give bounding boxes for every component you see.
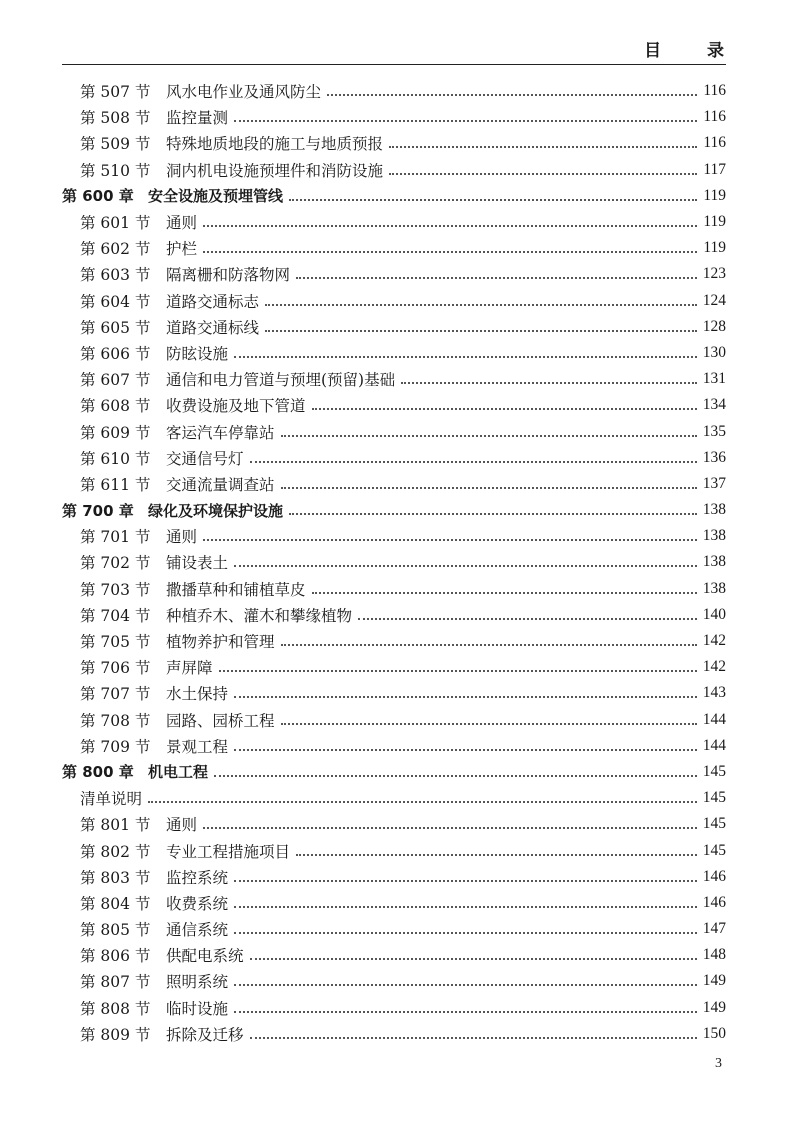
toc-entry-number: 第 701 节 — [80, 528, 151, 547]
toc-dot-leader — [250, 958, 697, 960]
toc-entry-page: 140 — [702, 605, 726, 623]
page-header-title: 目 录 — [644, 41, 744, 61]
toc-entry-number: 第 803 节 — [80, 868, 151, 887]
toc-entry-page: 119 — [703, 213, 726, 231]
toc-section-entry[interactable] — [62, 445, 726, 471]
toc-section-entry[interactable] — [62, 680, 726, 706]
toc-entry-page: 116 — [703, 82, 726, 100]
toc-entry-page: 145 — [702, 815, 726, 833]
toc-entry-title: 铺设表土 — [166, 554, 229, 573]
toc-entry-page: 146 — [702, 893, 726, 911]
toc-chapter-entry[interactable] — [62, 183, 726, 209]
toc-entry-page: 145 — [702, 762, 726, 780]
toc-section-entry[interactable] — [62, 288, 726, 314]
toc-dot-leader — [250, 1037, 697, 1039]
toc-entry-number: 第 708 节 — [80, 711, 151, 730]
toc-dot-leader — [234, 984, 697, 986]
toc-section-entry[interactable] — [62, 733, 726, 759]
toc-section-entry[interactable] — [62, 707, 726, 733]
toc-entry-number: 第 607 节 — [80, 371, 151, 390]
toc-entry-number: 第 610 节 — [80, 449, 151, 468]
toc-entry-number: 第 601 节 — [80, 214, 151, 233]
toc-entry-page: 138 — [702, 527, 726, 545]
toc-section-entry[interactable] — [62, 314, 726, 340]
toc-entry-number: 第 800 章 — [62, 763, 134, 782]
toc-section-entry[interactable] — [62, 1021, 726, 1047]
toc-dot-leader — [219, 670, 697, 672]
toc-entry-title: 收费设施及地下管道 — [166, 397, 306, 416]
toc-section-entry[interactable] — [62, 340, 726, 366]
toc-dot-leader — [214, 775, 697, 777]
toc-dot-leader — [281, 723, 697, 725]
toc-entry-page: 149 — [702, 998, 726, 1016]
toc-entry-number: 第 509 节 — [80, 135, 151, 154]
toc-section-entry[interactable] — [62, 549, 726, 575]
toc-dot-leader — [234, 749, 697, 751]
toc-entry-number: 第 705 节 — [80, 633, 151, 652]
toc-entry-page: 138 — [702, 553, 726, 571]
toc-entry-page: 145 — [702, 841, 726, 859]
toc-entry-number: 第 602 节 — [80, 240, 151, 259]
toc-section-entry[interactable] — [62, 654, 726, 680]
toc-dot-leader — [281, 644, 697, 646]
toc-section-entry[interactable] — [62, 576, 726, 602]
toc-entry-title: 专业工程措施项目 — [166, 842, 291, 861]
toc-dot-leader — [312, 592, 697, 594]
toc-section-entry[interactable] — [62, 104, 726, 130]
toc-entry-number: 第 709 节 — [80, 737, 151, 756]
toc-entry-title: 绿化及环境保护设施 — [148, 501, 284, 520]
toc-entry-page: 116 — [703, 134, 726, 152]
toc-entry-number: 第 611 节 — [80, 475, 151, 494]
toc-dot-leader — [234, 120, 697, 122]
toc-entry-page: 119 — [703, 239, 726, 257]
toc-entry-page: 142 — [702, 658, 726, 676]
toc-entry-title: 拆除及迁移 — [166, 1025, 244, 1044]
toc-section-entry[interactable] — [62, 471, 726, 497]
toc-entry-title: 交通信号灯 — [166, 449, 244, 468]
toc-entry-page: 137 — [702, 474, 726, 492]
toc-entry-number: 第 604 节 — [80, 292, 151, 311]
toc-entry-number: 第 603 节 — [80, 266, 151, 285]
toc-entry-title: 景观工程 — [166, 737, 229, 756]
toc-entry-title: 监控系统 — [166, 868, 229, 887]
toc-entry-title: 声屏障 — [166, 659, 213, 678]
toc-entry-title: 供配电系统 — [166, 947, 244, 966]
toc-entry-page: 128 — [702, 317, 726, 335]
toc-entry-number: 第 606 节 — [80, 344, 151, 363]
toc-section-entry[interactable] — [62, 366, 726, 392]
toc-dot-leader — [203, 539, 697, 541]
toc-entry-page: 134 — [702, 396, 726, 414]
toc-dot-leader — [234, 932, 697, 934]
toc-entry-number: 第 608 节 — [80, 397, 151, 416]
toc-dot-leader — [203, 827, 697, 829]
toc-section-entry[interactable] — [62, 968, 726, 994]
toc-section-entry[interactable] — [62, 864, 726, 890]
toc-section-entry[interactable] — [62, 392, 726, 418]
toc-entry-title: 安全设施及预埋管线 — [148, 187, 284, 206]
toc-entry-page: 145 — [702, 789, 726, 807]
toc-entry-title: 道路交通标线 — [166, 318, 260, 337]
toc-dot-leader — [358, 618, 697, 620]
toc-entry-number: 第 706 节 — [80, 659, 151, 678]
toc-entry-number: 第 704 节 — [80, 606, 151, 625]
toc-entry-title: 护栏 — [166, 240, 198, 259]
toc-section-entry[interactable] — [62, 157, 726, 183]
toc-section-entry[interactable] — [62, 942, 726, 968]
toc-entry-title: 通则 — [166, 816, 198, 835]
toc-entry-page: 124 — [702, 291, 726, 309]
toc-dot-leader — [234, 696, 697, 698]
toc-entry-title: 通信和电力管道与预埋(预留)基础 — [166, 371, 396, 390]
toc-entry-number: 第 609 节 — [80, 423, 151, 442]
toc-dot-leader — [296, 854, 697, 856]
toc-entry-number: 第 802 节 — [80, 842, 151, 861]
toc-entry-title: 风水电作业及通风防尘 — [166, 83, 322, 102]
toc-entry-page: 116 — [703, 108, 726, 126]
toc-entry-number: 第 805 节 — [80, 921, 151, 940]
toc-entry-number: 第 702 节 — [80, 554, 151, 573]
toc-entry-number: 第 808 节 — [80, 999, 151, 1018]
toc-section-entry[interactable] — [62, 785, 726, 811]
toc-entry-number: 第 507 节 — [80, 83, 151, 102]
toc-dot-leader — [389, 146, 697, 148]
toc-entry-page: 131 — [702, 370, 726, 388]
toc-entry-page: 117 — [703, 160, 726, 178]
toc-entry-title: 特殊地质地段的施工与地质预报 — [166, 135, 384, 154]
toc-dot-leader — [203, 251, 697, 253]
toc-entry-number: 第 600 章 — [62, 187, 134, 206]
toc-section-entry[interactable] — [62, 418, 726, 444]
toc-entry-title: 水土保持 — [166, 685, 229, 704]
toc-section-entry[interactable] — [62, 628, 726, 654]
toc-dot-leader — [234, 1011, 697, 1013]
toc-dot-leader — [265, 304, 697, 306]
toc-entry-title: 通信系统 — [166, 921, 229, 940]
toc-entry-title: 种植乔木、灌木和攀缘植物 — [166, 606, 353, 625]
toc-entry-title: 交通流量调查站 — [166, 475, 275, 494]
toc-section-entry[interactable] — [62, 130, 726, 156]
toc-entry-page: 150 — [702, 1024, 726, 1042]
toc-dot-leader — [289, 199, 697, 201]
toc-entry-page: 144 — [702, 710, 726, 728]
toc-dot-leader — [148, 801, 697, 803]
toc-entry-page: 144 — [702, 736, 726, 754]
toc-entry-page: 146 — [702, 867, 726, 885]
toc-entry-title: 隔离栅和防落物网 — [166, 266, 291, 285]
toc-entry-page: 142 — [702, 632, 726, 650]
toc-dot-leader — [203, 225, 697, 227]
toc-entry-title: 清单说明 — [80, 790, 143, 809]
toc-dot-leader — [312, 408, 697, 410]
toc-entry-page: 148 — [702, 946, 726, 964]
toc-entry-page: 143 — [702, 684, 726, 702]
toc-entry-page: 135 — [702, 422, 726, 440]
page-number: 3 — [715, 1056, 722, 1071]
toc-entry-number: 第 510 节 — [80, 161, 151, 180]
toc-entry-number: 第 804 节 — [80, 894, 151, 913]
toc-entry-page: 138 — [702, 501, 726, 519]
toc-dot-leader — [289, 513, 697, 515]
toc-entry-number: 第 605 节 — [80, 318, 151, 337]
toc-section-entry[interactable] — [62, 235, 726, 261]
toc-dot-leader — [234, 880, 697, 882]
toc-section-entry[interactable] — [62, 78, 726, 104]
toc-chapter-entry[interactable] — [62, 759, 726, 785]
toc-entry-number: 第 508 节 — [80, 109, 151, 128]
toc-entry-page: 138 — [702, 579, 726, 597]
toc-entry-page: 147 — [702, 920, 726, 938]
toc-dot-leader — [281, 487, 697, 489]
toc-dot-leader — [250, 461, 697, 463]
toc-entry-page: 119 — [703, 186, 726, 204]
toc-entry-title: 客运汽车停靠站 — [166, 423, 275, 442]
toc-dot-leader — [327, 94, 697, 96]
toc-section-entry[interactable] — [62, 261, 726, 287]
toc-dot-leader — [281, 435, 697, 437]
toc-entry-title: 防眩设施 — [166, 344, 229, 363]
table-of-contents — [62, 78, 726, 1047]
toc-entry-number: 第 700 章 — [62, 501, 134, 520]
toc-entry-title: 道路交通标志 — [166, 292, 260, 311]
toc-entry-page: 123 — [702, 265, 726, 283]
toc-entry-number: 第 807 节 — [80, 973, 151, 992]
toc-entry-title: 植物养护和管理 — [166, 633, 275, 652]
toc-chapter-entry[interactable] — [62, 497, 726, 523]
toc-section-entry[interactable] — [62, 995, 726, 1021]
toc-section-entry[interactable] — [62, 209, 726, 235]
toc-section-entry[interactable] — [62, 890, 726, 916]
toc-entry-number: 第 707 节 — [80, 685, 151, 704]
toc-entry-number: 第 801 节 — [80, 816, 151, 835]
toc-section-entry[interactable] — [62, 837, 726, 863]
toc-entry-title: 园路、园桥工程 — [166, 711, 275, 730]
toc-section-entry[interactable] — [62, 602, 726, 628]
toc-entry-title: 收费系统 — [166, 894, 229, 913]
toc-entry-page: 149 — [702, 972, 726, 990]
toc-entry-title: 撒播草种和铺植草皮 — [166, 580, 306, 599]
toc-section-entry[interactable] — [62, 811, 726, 837]
toc-dot-leader — [389, 173, 697, 175]
toc-entry-title: 机电工程 — [148, 763, 209, 782]
toc-dot-leader — [234, 906, 697, 908]
toc-dot-leader — [401, 382, 697, 384]
toc-entry-title: 临时设施 — [166, 999, 229, 1018]
toc-dot-leader — [234, 565, 697, 567]
toc-entry-title: 照明系统 — [166, 973, 229, 992]
header-divider — [62, 64, 726, 65]
toc-entry-number: 第 806 节 — [80, 947, 151, 966]
toc-entry-page: 130 — [702, 343, 726, 361]
toc-entry-title: 通则 — [166, 214, 198, 233]
toc-entry-title: 监控量测 — [166, 109, 229, 128]
toc-dot-leader — [265, 330, 697, 332]
toc-entry-number: 第 703 节 — [80, 580, 151, 599]
toc-dot-leader — [296, 277, 697, 279]
toc-dot-leader — [234, 356, 697, 358]
toc-entry-title: 通则 — [166, 528, 198, 547]
toc-entry-title: 洞内机电设施预埋件和消防设施 — [166, 161, 384, 180]
toc-section-entry[interactable] — [62, 523, 726, 549]
toc-entry-number: 第 809 节 — [80, 1025, 151, 1044]
toc-entry-page: 136 — [702, 448, 726, 466]
toc-section-entry[interactable] — [62, 916, 726, 942]
